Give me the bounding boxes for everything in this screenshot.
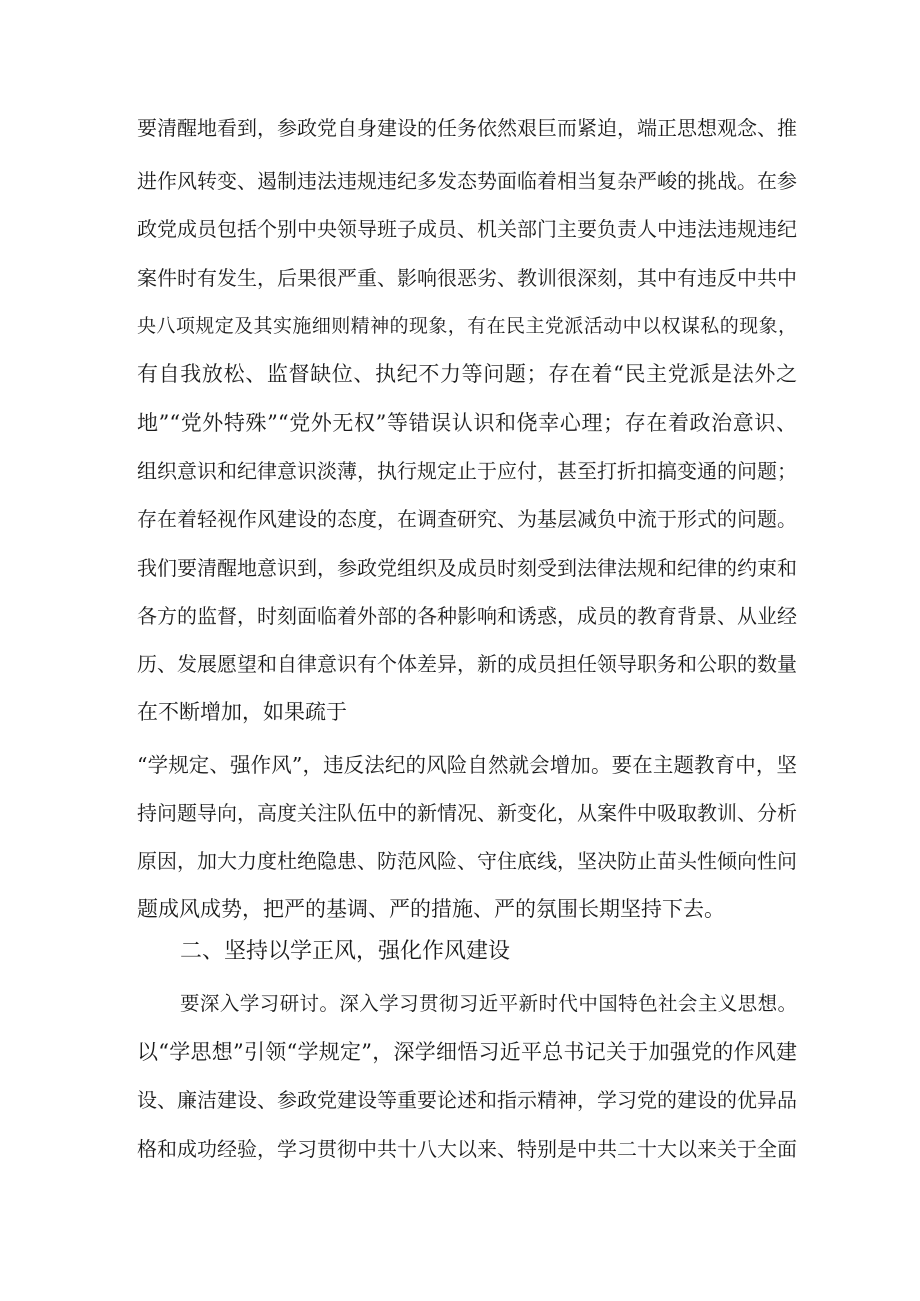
paragraph-1-line-5: 央八项规定及其实施细则精神的现象，有在民主党派活动中以权谋私的现象， <box>137 315 797 337</box>
paragraph-1-line-12: 历、发展愿望和自律意识有个体差异，新的成员担任领导职务和公职的数量 <box>137 652 797 676</box>
paragraph-3-line-2: 以“学思想”引领“学规定”，深学细悟习近平总书记关于加强党的作风建 <box>137 1040 797 1064</box>
section-heading: 二、坚持以学正风，强化作风建设 <box>180 939 511 964</box>
paragraph-2-line-4: 题成风成势，把严的基调、严的措施、严的氛围长期坚持下去。 <box>137 897 725 921</box>
paragraph-1-line-10: 我们要清醒地意识到，参政党组织及成员时刻受到法律法规和纪律的约束和 <box>137 556 797 580</box>
paragraph-3-line-4: 格和成功经验，学习贯彻中共十八大以来、特别是中共二十大以来关于全面 <box>137 1137 797 1161</box>
paragraph-3-line-3: 设、廉洁建设、参政党建设等重要论述和指示精神，学习党的建设的优异品 <box>137 1088 797 1112</box>
paragraph-2-line-3: 原因，加大力度杜绝隐患、防范风险、守住底线，坚决防止苗头性倾向性问 <box>137 849 797 873</box>
paragraph-1-line-7: 地”“党外特殊”“党外无权”等错误认识和侥幸心理；存在着政治意识、 <box>137 411 797 435</box>
paragraph-1-line-3: 政党成员包括个别中央领导班子成员、机关部门主要负责人中违法违规违纪 <box>137 217 797 241</box>
paragraph-2-line-2: 持问题导向，高度关注队伍中的新情况、新变化，从案件中吸取教训、分析 <box>137 801 797 825</box>
paragraph-1-line-2: 进作风转变、遏制违法违规违纪多发态势面临着相当复杂严峻的挑战。在参 <box>137 169 797 193</box>
paragraph-3-line-1: 要深入学习研讨。深入学习贯彻习近平新时代中国特色社会主义思想。 <box>180 992 797 1015</box>
paragraph-1-line-6: 有自我放松、监督缺位、执纪不力等问题；存在着“民主党派是法外之 <box>137 362 797 386</box>
paragraph-1-line-9: 存在着轻视作风建设的态度，在调查研究、为基层减负中流于形式的问题。 <box>137 507 797 531</box>
paragraph-2-line-1: “学规定、强作风”，违反法纪的风险自然就会增加。要在主题教育中，坚 <box>137 753 797 777</box>
paragraph-1-line-4: 案件时有发生，后果很严重、影响很恶劣、教训很深刻，其中有违反中共中 <box>137 266 797 290</box>
paragraph-1-line-13: 在不断增加，如果疏于 <box>137 700 347 724</box>
paragraph-1-line-1: 要清醒地看到，参政党自身建设的任务依然艰巨而紧迫，端正思想观念、推 <box>137 116 797 140</box>
paragraph-1-line-11: 各方的监督，时刻面临着外部的各种影响和诱惑，成员的教育背景、从业经 <box>137 604 797 628</box>
paragraph-1-line-8: 组织意识和纪律意识淡薄，执行规定止于应付，甚至打折扣搞变通的问题； <box>137 459 797 483</box>
